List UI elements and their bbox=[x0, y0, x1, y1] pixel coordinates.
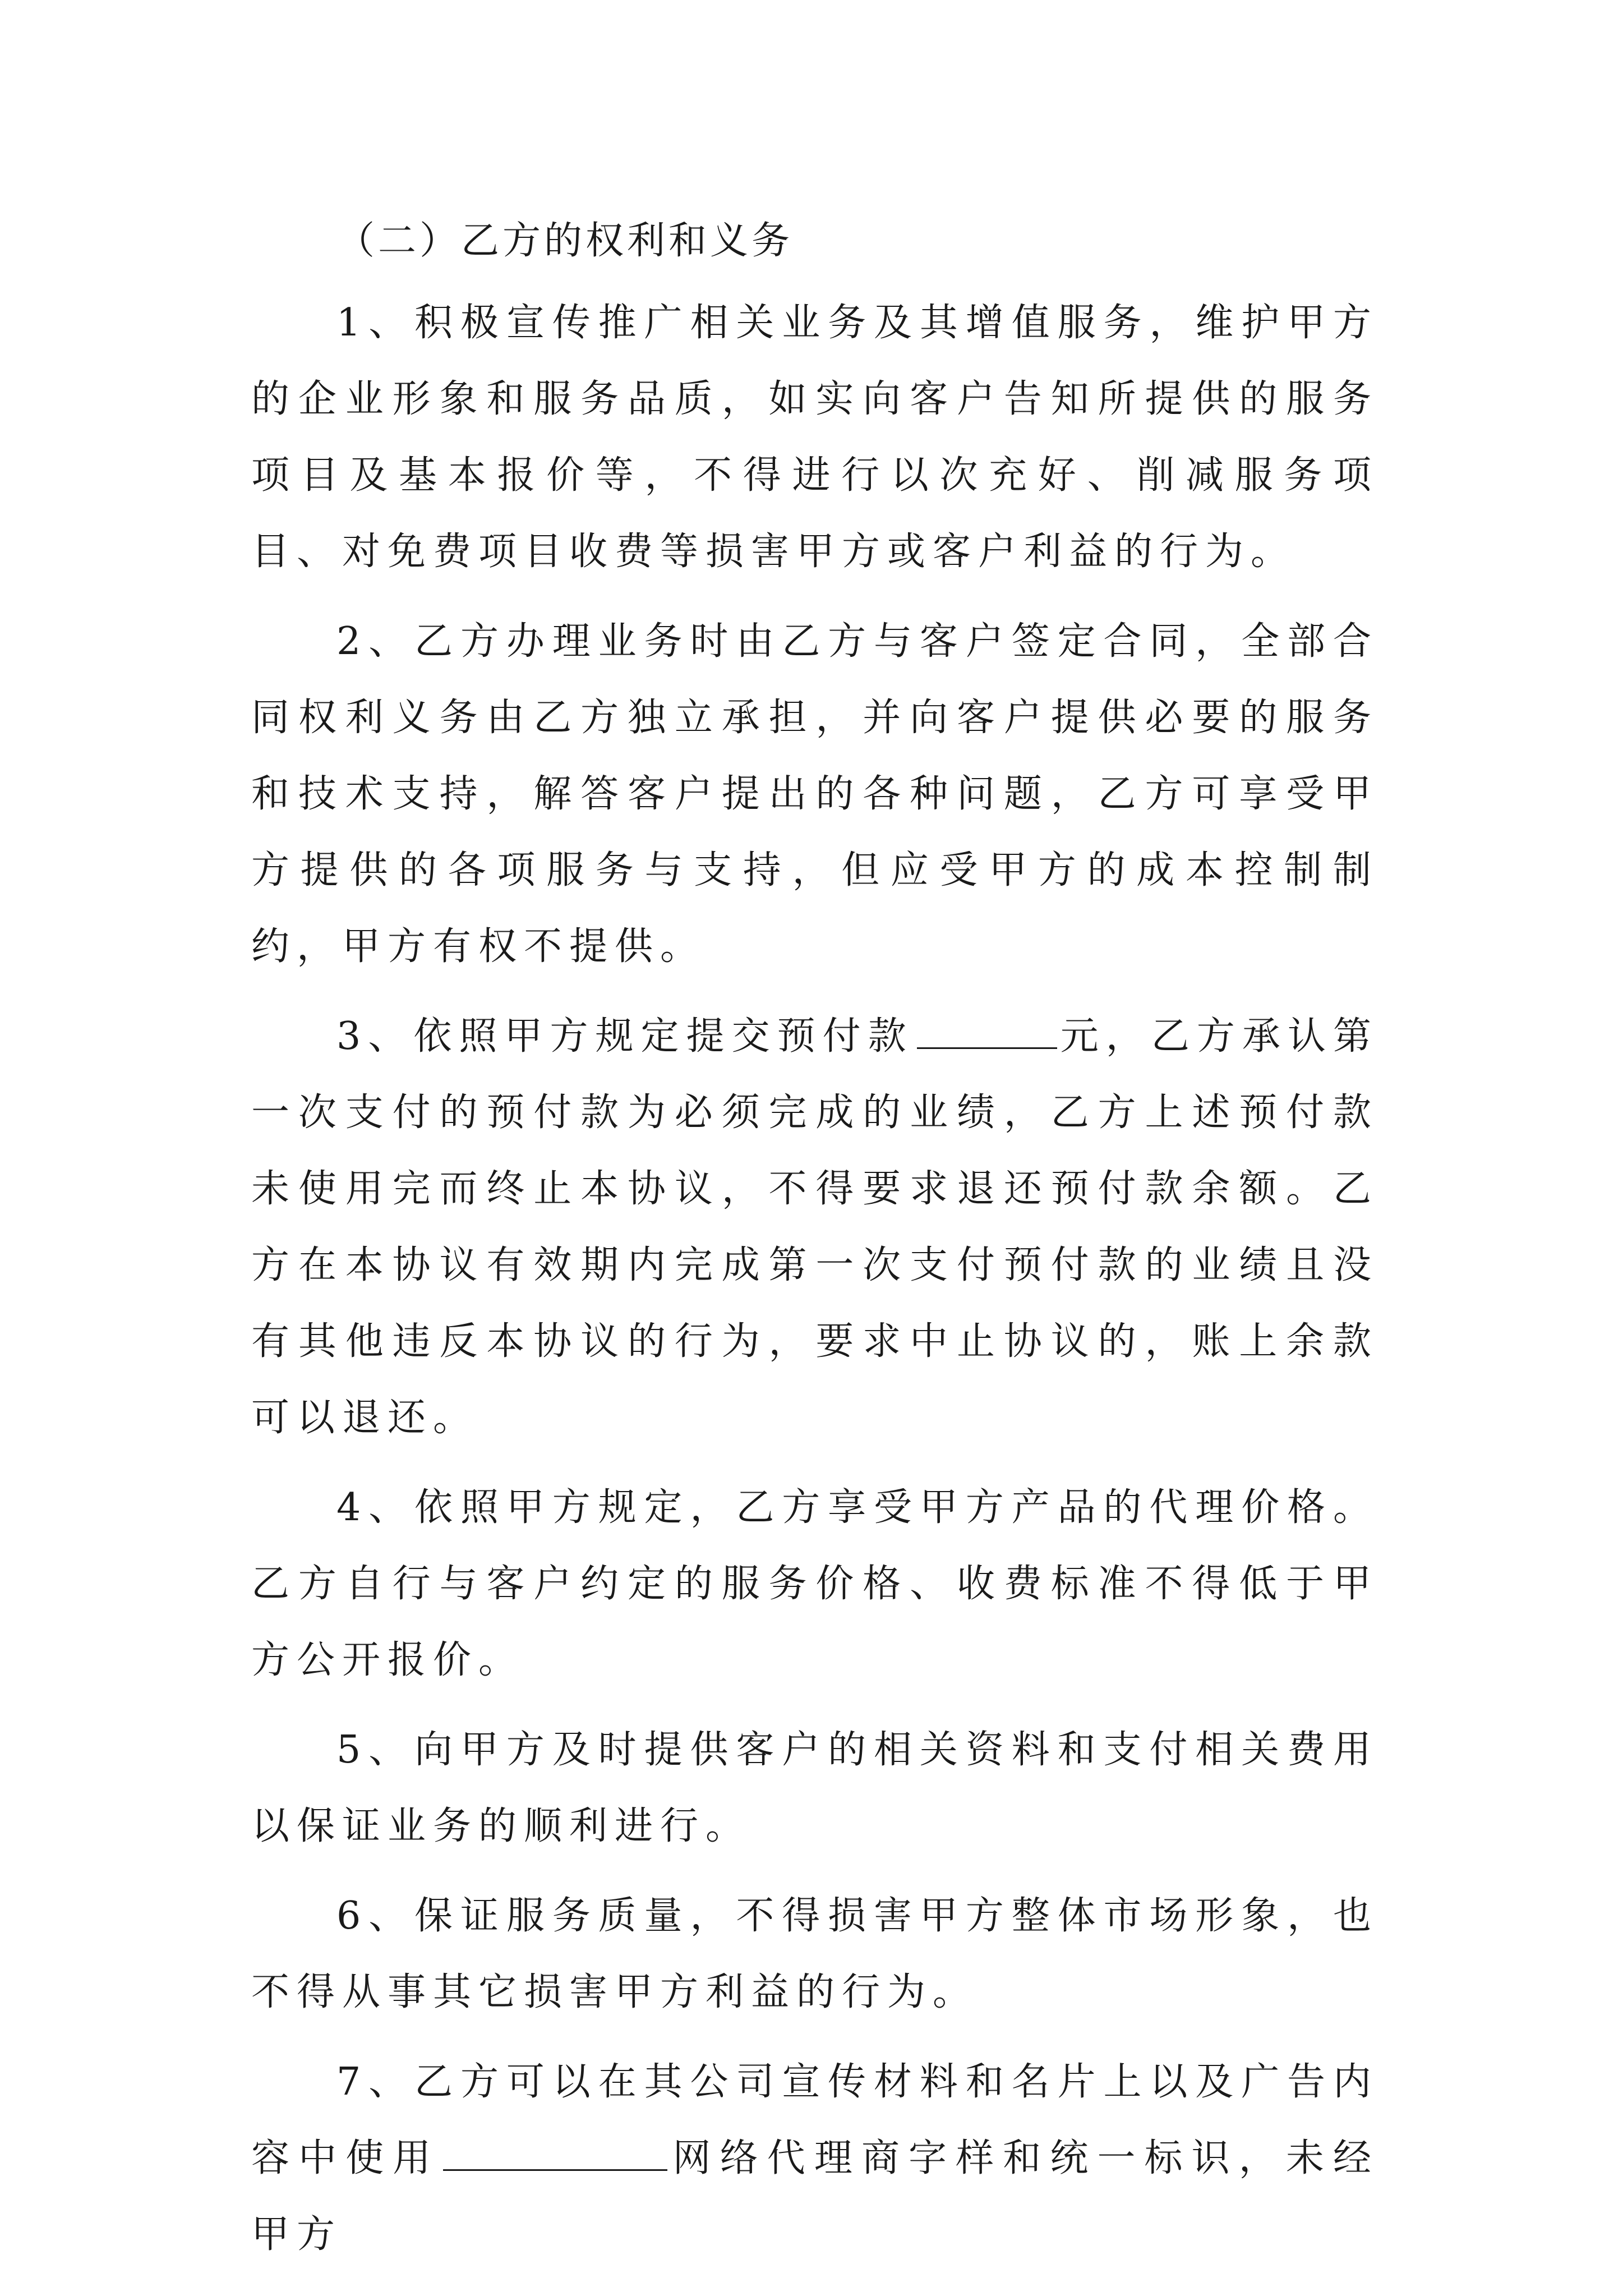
clause-7 bbox=[251, 2044, 1378, 2273]
clause-4: 4、依照甲方规定，乙方享受甲方产品的代理价格。乙方自行与客户约定的服务价格、收费标准不得低于甲方公开报价。 bbox=[251, 1485, 1378, 1682]
clause-1: 1、积极宣传推广相关业务及其增值服务，维护甲方的企业形象和服务品质，如实向客户告知所提供的服务项目及基本报价等，不得进行以次充好、削减服务项目、对免费项目收费等损害甲方或客户利益的行为。 bbox=[251, 301, 1378, 574]
prepayment-amount-blank bbox=[917, 1014, 1057, 1049]
document-body bbox=[251, 208, 1378, 2286]
clause-3-text-before: 3、依照甲方规定提交预付款 bbox=[336, 1014, 914, 1059]
company-name-blank bbox=[443, 2136, 667, 2171]
clause-7-text-after: 网络代理商字样和统一标识，未经甲方 bbox=[251, 2136, 1378, 2257]
clause-7-text-before: 7、乙方可以在其公司宣传材料和名片上以及广告内容中使用 bbox=[251, 2060, 1378, 2180]
clause-5: 5、向甲方及时提供客户的相关资料和支付相关费用以保证业务的顺利进行。 bbox=[251, 1728, 1378, 1848]
clause-6: 6、保证服务质量，不得损害甲方整体市场形象，也不得从事其它损害甲方利益的行为。 bbox=[251, 1894, 1378, 2014]
section-heading: （二）乙方的权利和义务 bbox=[336, 219, 794, 263]
clause-3-text-after: 元，乙方承认第一次支付的预付款为必须完成的业绩，乙方上述预付款未使用完而终止本协议，不得要求退还预付款余额。乙方在本协议有效期内完成第一次支付预付款的业绩且没有其他违反本协议的行为，要求中止协议的，账上余款可以退还。 bbox=[251, 1014, 1378, 1440]
clause-3 bbox=[251, 999, 1378, 1456]
clause-2: 2、乙方办理业务时由乙方与客户签定合同，全部合同权利义务由乙方独立承担，并向客户提供必要的服务和技术支持，解答客户提出的各种问题，乙方可享受甲方提供的各项服务与支持，但应受甲方的成本控制制约，甲方有权不提供。 bbox=[251, 619, 1378, 969]
